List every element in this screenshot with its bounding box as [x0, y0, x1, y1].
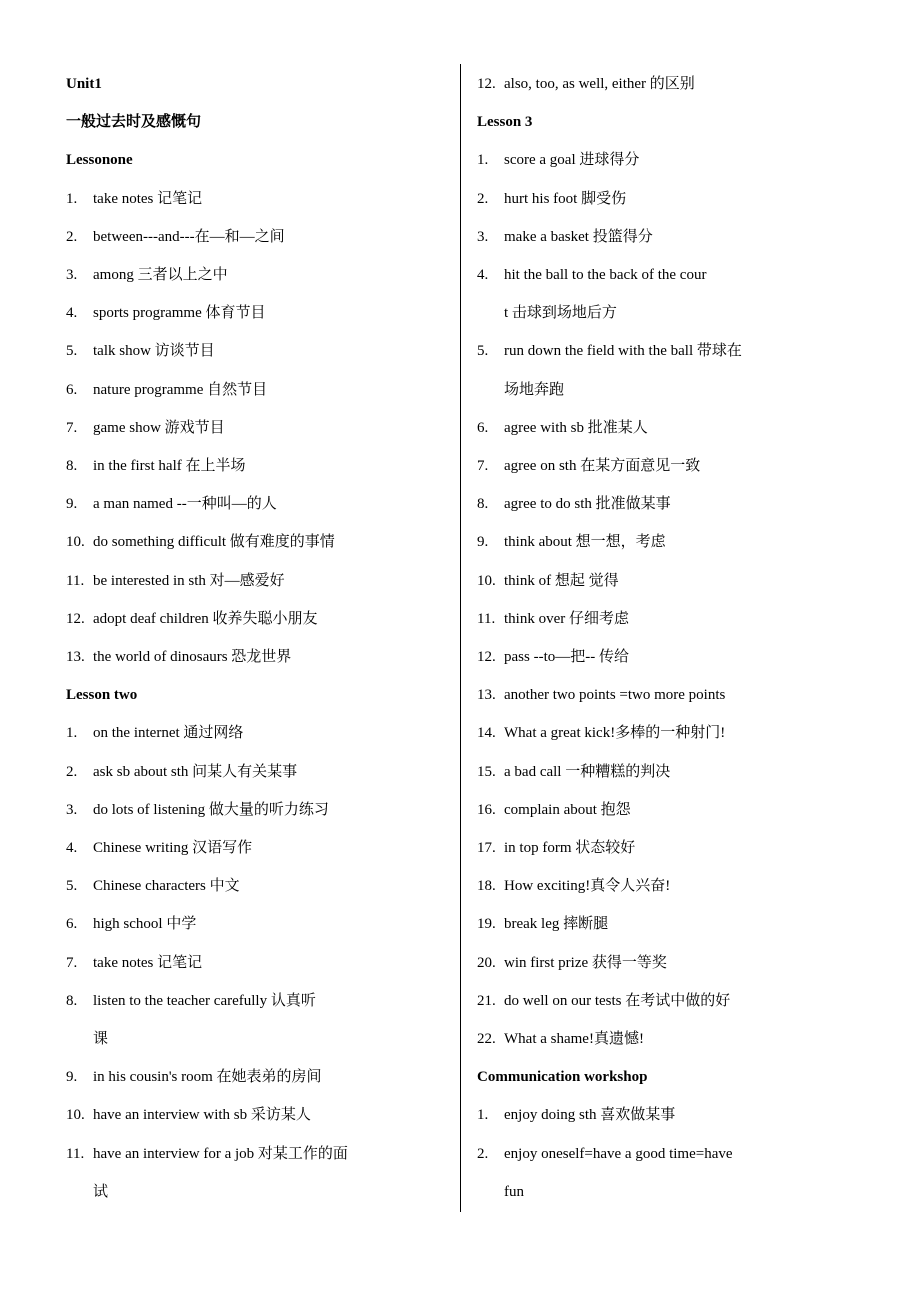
item-number: 4. — [66, 305, 78, 322]
list-item — [477, 532, 666, 552]
heading-text: Lessonone — [66, 152, 133, 169]
list-item — [477, 227, 653, 247]
item-number: 4. — [477, 267, 489, 283]
item-text: t 击球到场地后方 — [504, 305, 617, 322]
list-item — [477, 1144, 733, 1164]
list-item — [477, 189, 626, 209]
section-heading — [66, 150, 133, 170]
item-number: 8. — [66, 992, 78, 1009]
heading-text: Communication workshop — [477, 1069, 648, 1086]
item-text: fun — [504, 1183, 524, 1200]
list-item — [66, 876, 240, 896]
item-text: agree with sb 批准某人 — [504, 419, 648, 436]
item-text: talk show 访谈节目 — [93, 343, 215, 360]
list-item — [477, 609, 629, 629]
item-number: 20. — [477, 954, 496, 971]
item-number: 6. — [477, 419, 489, 436]
item-text: agree on sth 在某方面意见一致 — [504, 458, 701, 474]
item-number: 2. — [477, 190, 489, 207]
list-item — [477, 685, 725, 705]
list-item — [477, 723, 725, 743]
list-item — [66, 1144, 348, 1164]
item-number: 7. — [66, 954, 78, 971]
item-number: 1. — [66, 725, 78, 742]
item-number: 7. — [477, 458, 489, 474]
section-heading — [66, 685, 137, 705]
item-text: have an interview with sb 采访某人 — [93, 1107, 311, 1124]
item-text: also, too, as well, either 的区别 — [504, 76, 695, 92]
item-text: take notes 记笔记 — [93, 190, 203, 207]
item-text: enjoy oneself=have a good time=have — [504, 1145, 733, 1162]
item-text: think of 想起 觉得 — [504, 572, 619, 589]
item-number: 17. — [477, 840, 496, 856]
list-item — [66, 723, 243, 743]
item-number: 3. — [477, 228, 489, 245]
item-text: How exciting!真令人兴奋! — [504, 878, 671, 895]
item-text: a bad call 一种糟糕的判决 — [504, 763, 671, 780]
list-item — [66, 418, 225, 438]
item-number: 6. — [66, 916, 78, 933]
item-number: 10. — [66, 534, 85, 551]
list-item-continuation — [504, 1182, 524, 1202]
list-item — [66, 265, 228, 285]
item-number: 2. — [66, 228, 78, 245]
item-number: 12. — [66, 610, 85, 627]
list-item — [477, 341, 742, 361]
item-number: 16. — [477, 801, 496, 818]
item-number: 8. — [477, 496, 489, 513]
list-item — [66, 456, 245, 476]
section-heading — [477, 1067, 647, 1087]
item-text: score a goal 进球得分 — [504, 152, 640, 169]
list-item — [66, 1067, 322, 1087]
item-number: 5. — [477, 343, 489, 360]
item-number: 5. — [66, 878, 78, 895]
list-item — [66, 227, 285, 247]
list-item — [477, 647, 629, 667]
list-item-continuation — [93, 1182, 108, 1202]
list-item — [66, 189, 202, 209]
item-number: 1. — [477, 152, 489, 169]
list-item — [477, 494, 671, 514]
item-number: 9. — [66, 496, 78, 513]
item-number: 1. — [477, 1107, 489, 1124]
item-text: make a basket 投篮得分 — [504, 228, 653, 245]
list-item — [66, 532, 335, 552]
item-text: in the first half 在上半场 — [93, 458, 246, 474]
item-text: hit the ball to the back of the cour — [504, 267, 707, 283]
list-item — [477, 800, 631, 820]
item-number: 4. — [66, 840, 78, 856]
list-item — [66, 341, 215, 361]
item-text: Chinese writing 汉语写作 — [93, 840, 253, 856]
item-text: another two points =two more points — [504, 687, 726, 704]
item-text: the world of dinosaurs 恐龙世界 — [93, 649, 292, 665]
list-item — [66, 1105, 311, 1125]
list-item — [477, 1105, 675, 1125]
item-number: 11. — [66, 572, 85, 589]
list-item — [477, 74, 695, 94]
item-text: think over 仔细考虑 — [504, 610, 629, 627]
list-item-continuation — [93, 1029, 108, 1049]
item-text: be interested in sth 对—感爱好 — [93, 572, 285, 589]
list-item — [66, 838, 252, 858]
list-item — [477, 418, 648, 438]
list-item — [66, 953, 202, 973]
heading-text: Lesson two — [66, 687, 138, 704]
item-number: 13. — [477, 687, 496, 704]
list-item — [477, 1029, 644, 1049]
item-text: 试 — [93, 1183, 109, 1200]
item-number: 9. — [66, 1069, 78, 1086]
item-number: 2. — [66, 763, 78, 780]
item-text: 场地奔跑 — [504, 381, 565, 398]
item-text: hurt his foot 脚受伤 — [504, 190, 627, 207]
item-text: take notes 记笔记 — [93, 954, 203, 971]
column-divider — [460, 64, 461, 1212]
section-heading — [66, 112, 201, 132]
item-number: 7. — [66, 419, 78, 436]
item-text: among 三者以上之中 — [93, 267, 228, 283]
item-text: between---and---在—和—之间 — [93, 228, 285, 245]
item-text: win first prize 获得一等奖 — [504, 954, 667, 971]
list-item — [477, 150, 639, 170]
heading-text: Unit1 — [66, 76, 102, 92]
item-number: 10. — [477, 572, 496, 589]
item-number: 13. — [66, 649, 85, 665]
list-item — [66, 991, 316, 1011]
list-item — [477, 953, 667, 973]
item-text: ask sb about sth 问某人有关某事 — [93, 763, 298, 780]
item-number: 5. — [66, 343, 78, 360]
list-item — [66, 800, 329, 820]
item-text: What a great kick!多棒的一种射门! — [504, 725, 726, 742]
item-number: 11. — [66, 1145, 85, 1162]
section-heading — [477, 112, 532, 132]
list-item — [66, 571, 285, 591]
list-item — [66, 303, 265, 323]
item-text: do well on our tests 在考试中做的好 — [504, 992, 731, 1009]
item-text: do something difficult 做有难度的事情 — [93, 534, 335, 551]
item-number: 1. — [66, 190, 78, 207]
item-text: in top form 状态较好 — [504, 840, 636, 856]
item-number: 18. — [477, 878, 496, 895]
item-text: sports programme 体育节目 — [93, 305, 266, 322]
item-text: 课 — [93, 1031, 109, 1047]
item-text: adopt deaf children 收养失聪小朋友 — [93, 610, 318, 627]
item-number: 12. — [477, 649, 496, 665]
item-text: high school 中学 — [93, 916, 197, 933]
list-item-continuation — [504, 380, 564, 400]
item-number: 15. — [477, 763, 496, 780]
heading-text: Lesson 3 — [477, 114, 533, 131]
list-item — [66, 762, 297, 782]
list-item — [477, 914, 608, 934]
item-number: 3. — [66, 801, 78, 818]
item-text: complain about 抱怨 — [504, 801, 631, 818]
item-text: think about 想一想，考虑 — [504, 534, 666, 551]
item-number: 10. — [66, 1107, 85, 1124]
item-number: 11. — [477, 610, 496, 627]
list-item-continuation — [504, 303, 617, 323]
item-number: 21. — [477, 992, 496, 1009]
item-text: What a shame!真遗憾! — [504, 1031, 644, 1047]
item-number: 12. — [477, 76, 496, 92]
item-text: run down the field with the ball 带球在 — [504, 343, 742, 360]
list-item — [66, 914, 196, 934]
item-text: game show 游戏节目 — [93, 419, 225, 436]
list-item — [66, 647, 291, 667]
item-text: Chinese characters 中文 — [93, 878, 240, 895]
item-text: a man named --一种叫—的人 — [93, 496, 277, 513]
list-item — [477, 991, 730, 1011]
item-text: have an interview for a job 对某工作的面 — [93, 1145, 348, 1162]
list-item — [477, 876, 670, 896]
item-number: 2. — [477, 1145, 489, 1162]
list-item — [66, 380, 267, 400]
item-text: nature programme 自然节目 — [93, 381, 268, 398]
heading-text: 一般过去时及感慨句 — [66, 114, 202, 131]
item-text: agree to do sth 批准做某事 — [504, 496, 671, 513]
item-number: 9. — [477, 534, 489, 551]
list-item — [66, 609, 318, 629]
item-text: listen to the teacher carefully 认真听 — [93, 992, 316, 1009]
list-item — [477, 838, 635, 858]
list-item — [66, 494, 277, 514]
item-number: 3. — [66, 267, 78, 283]
item-number: 22. — [477, 1031, 496, 1047]
list-item — [477, 762, 670, 782]
item-text: enjoy doing sth 喜欢做某事 — [504, 1107, 676, 1124]
item-text: break leg 摔断腿 — [504, 916, 609, 933]
item-number: 6. — [66, 381, 78, 398]
list-item — [477, 456, 700, 476]
item-text: pass --to—把-- 传给 — [504, 649, 629, 665]
item-number: 8. — [66, 458, 78, 474]
item-text: on the internet 通过网络 — [93, 725, 244, 742]
item-number: 19. — [477, 916, 496, 933]
item-text: do lots of listening 做大量的听力练习 — [93, 801, 329, 818]
list-item — [477, 571, 619, 591]
section-heading — [66, 74, 102, 94]
item-text: in his cousin's room 在她表弟的房间 — [93, 1069, 322, 1086]
item-number: 14. — [477, 725, 496, 742]
list-item — [477, 265, 706, 285]
